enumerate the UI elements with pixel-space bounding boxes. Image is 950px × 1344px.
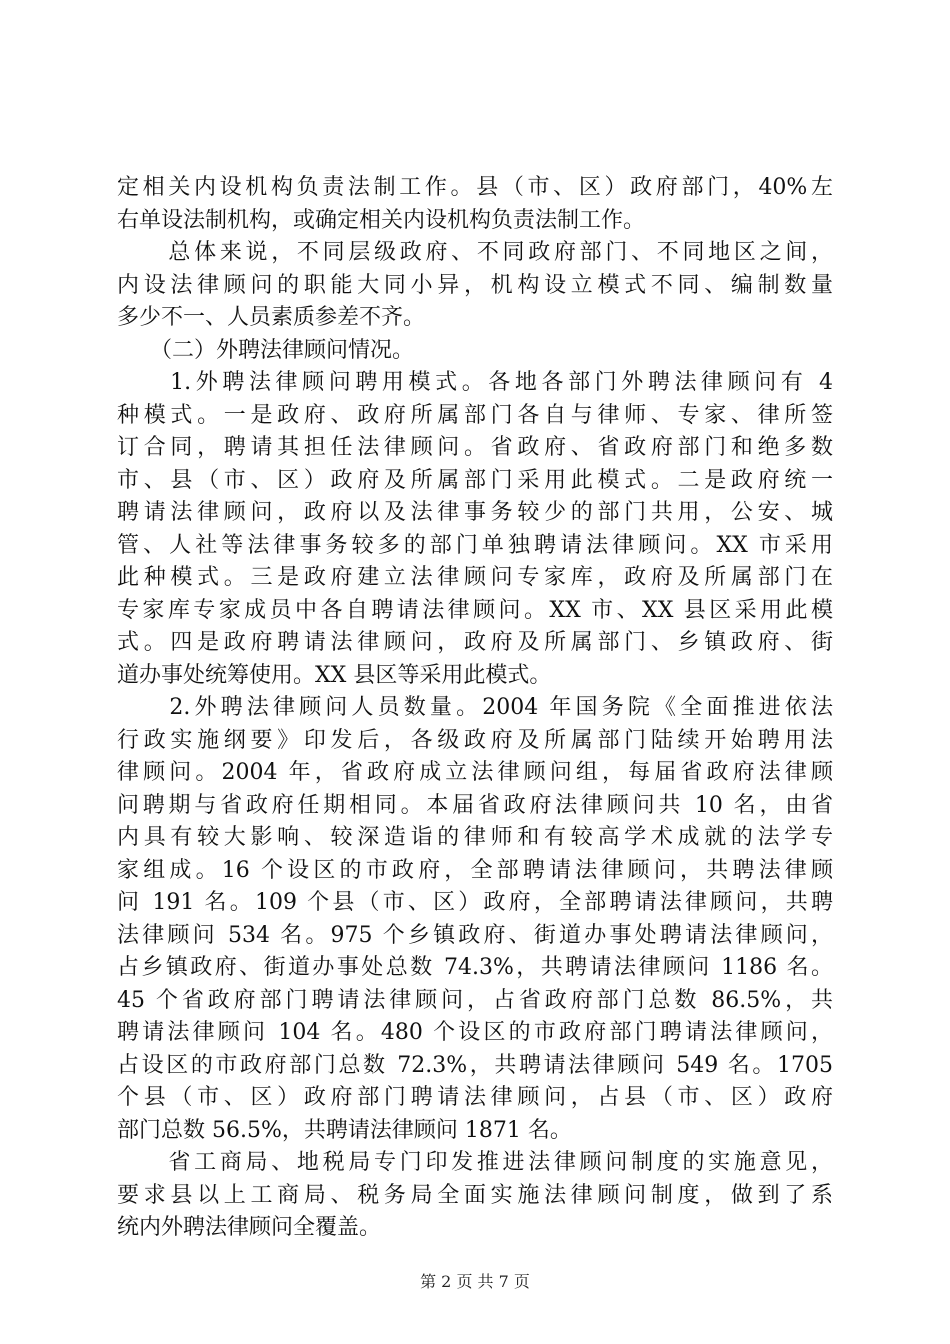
text-line: 管、人社等法律事务较多的部门单独聘请法律顾问。XX 市采用 — [117, 532, 833, 558]
text-line: 此种模式。三是政府建立法律顾问专家库，政府及所属部门在 — [117, 565, 833, 590]
text-line: 问 191 名。109 个县（市、区）政府，全部聘请法律顾问，共聘 — [117, 890, 833, 915]
text-line: （二）外聘法律顾问情况。 — [117, 337, 415, 363]
text-line: 法律顾问 534 名。975 个乡镇政府、街道办事处聘请法律顾问， — [117, 922, 833, 948]
text-line: 专家库专家成员中各自聘请法律顾问。XX 市、XX 县区采用此模 — [117, 597, 833, 623]
text-line: 45 个省政府部门聘请法律顾问，占省政府部门总数 86.5%，共 — [117, 987, 833, 1013]
text-line: 行政实施纲要》印发后，各级政府及所属部门陆续开始聘用法 — [117, 727, 833, 753]
text-line: 式。四是政府聘请法律顾问，政府及所属部门、乡镇政府、街 — [117, 630, 833, 655]
text-line: 家组成。16 个设区的市政府，全部聘请法律顾问，共聘法律顾 — [117, 857, 833, 883]
text-line: 1.外聘法律顾问聘用模式。各地各部门外聘法律顾问有 4 — [117, 370, 833, 395]
text-line: 律顾问。2004 年，省政府成立法律顾问组，每届省政府法律顾 — [117, 760, 833, 785]
text-line: 多少不一、人员素质参差不齐。 — [117, 305, 426, 330]
text-line: 市、县（市、区）政府及所属部门采用此模式。二是政府统一 — [117, 467, 833, 493]
text-line: 内具有较大影响、较深造诣的律师和有较高学术成就的法学专 — [117, 825, 833, 850]
text-line: 省工商局、地税局专门印发推进法律顾问制度的实施意见， — [117, 1150, 833, 1175]
text-line: 2.外聘法律顾问人员数量。2004 年国务院《全面推进依法 — [117, 695, 833, 720]
text-line: 右单设法制机构，或确定相关内设机构负责法制工作。 — [117, 207, 646, 233]
text-line: 总体来说，不同层级政府、不同政府部门、不同地区之间， — [117, 240, 833, 265]
text-line: 种模式。一是政府、政府所属部门各自与律师、专家、律所签 — [117, 402, 833, 428]
text-line: 统内外聘法律顾问全覆盖。 — [117, 1215, 382, 1240]
text-line: 道办事处统筹使用。XX 县区等采用此模式。 — [117, 662, 552, 688]
text-line: 定相关内设机构负责法制工作。县（市、区）政府部门，40%左 — [117, 175, 833, 200]
text-line: 聘请法律顾问 104 名。480 个设区的市政府部门聘请法律顾问， — [117, 1020, 833, 1045]
text-line: 占设区的市政府部门总数 72.3%，共聘请法律顾问 549 名。1705 — [117, 1052, 833, 1078]
text-line: 部门总数 56.5%，共聘请法律顾问 1871 名。 — [117, 1117, 572, 1143]
page-footer: 第 2 页 共 7 页 — [420, 1272, 530, 1291]
text-line: 订合同，聘请其担任法律顾问。省政府、省政府部门和绝多数 — [117, 435, 833, 460]
text-line: 内设法律顾问的职能大同小异，机构设立模式不同、编制数量 — [117, 272, 833, 298]
text-line: 问聘期与省政府任期相同。本届省政府法律顾问共 10 名，由省 — [117, 792, 833, 818]
text-line: 占乡镇政府、街道办事处总数 74.3%，共聘请法律顾问 1186 名。 — [117, 955, 833, 980]
document-body — [117, 172, 833, 1245]
text-line: 聘请法律顾问，政府以及法律事务较少的部门共用，公安、城 — [117, 500, 833, 525]
text-line: 个县（市、区）政府部门聘请法律顾问，占县（市、区）政府 — [117, 1085, 833, 1110]
text-line: 要求县以上工商局、税务局全面实施法律顾问制度，做到了系 — [117, 1182, 833, 1208]
